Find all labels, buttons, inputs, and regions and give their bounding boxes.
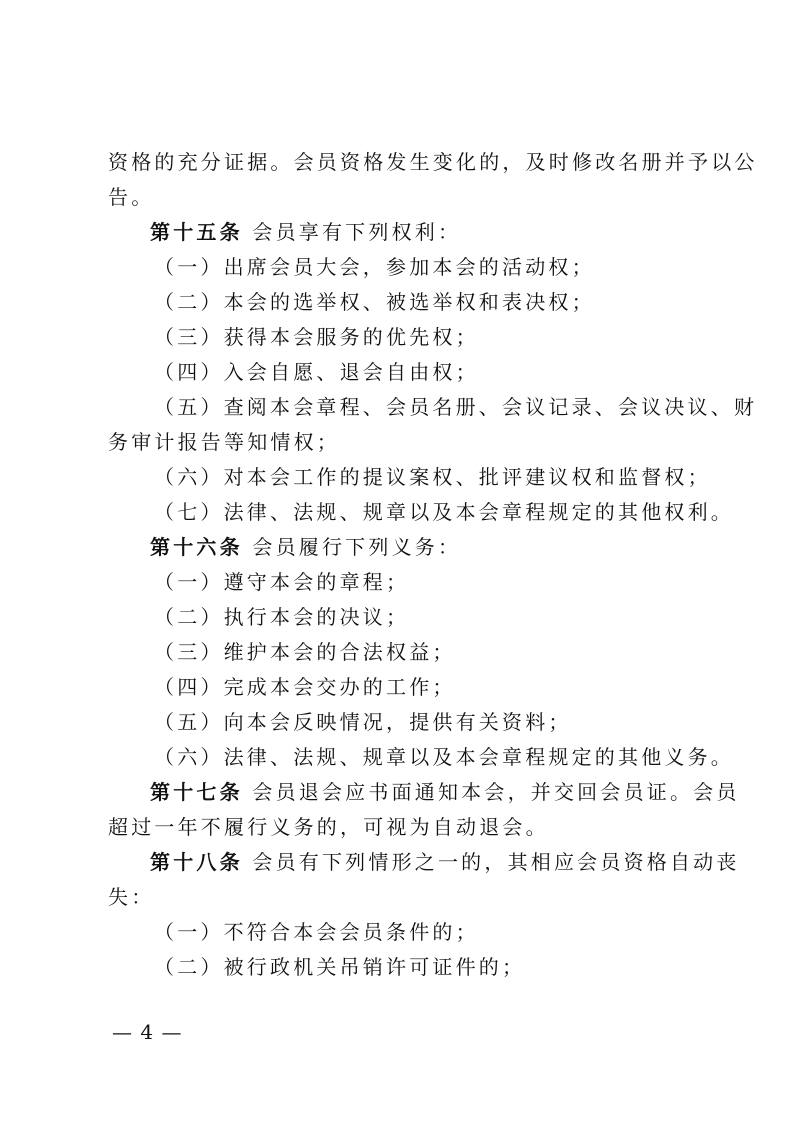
text-line: 告。	[108, 185, 155, 209]
document-body	[108, 145, 758, 985]
list-item: （七）法律、法规、规章以及本会章程规定的其他权利。	[154, 500, 734, 524]
article-heading: 第十七条	[150, 780, 243, 804]
text-line: 资格的充分证据。会员资格发生变化的，及时修改名册并予以公	[108, 150, 758, 174]
text-line: 超过一年不履行义务的，可视为自动退会。	[108, 815, 549, 839]
list-item: （一）遵守本会的章程；	[154, 570, 410, 594]
article-18-line	[108, 845, 740, 880]
article-heading: 第十五条	[150, 220, 243, 244]
list-item: （五）查阅本会章程、会员名册、会议记录、会议决议、财	[154, 395, 758, 419]
list-item: （六）法律、法规、规章以及本会章程规定的其他义务。	[154, 745, 734, 769]
text-line: 务审计报告等知情权；	[108, 430, 340, 454]
article-17-line	[108, 775, 740, 810]
list-item: （三）获得本会服务的优先权；	[154, 325, 479, 349]
list-item: （六）对本会工作的提议案权、批评建议权和监督权；	[154, 465, 711, 489]
page-number: — 4 —	[112, 1020, 183, 1044]
article-16-line	[108, 530, 698, 565]
list-item: （一）出席会员大会，参加本会的活动权；	[154, 255, 595, 279]
list-item: （二）执行本会的决议；	[154, 605, 410, 629]
list-item: （三）维护本会的合法权益；	[154, 640, 456, 664]
article-text: 会员退会应书面通知本会，并交回会员证。会员	[252, 780, 740, 804]
list-item: （二）被行政机关吊销许可证件的；	[154, 955, 526, 979]
list-item: （五）向本会反映情况，提供有关资料；	[154, 710, 572, 734]
list-item: （二）本会的选举权、被选举权和表决权；	[154, 290, 595, 314]
article-text: 会员履行下列义务：	[252, 535, 462, 559]
article-text: 会员有下列情形之一的，其相应会员资格自动丧	[252, 850, 740, 874]
text-line: 失：	[108, 885, 155, 909]
article-text: 会员享有下列权利：	[252, 220, 462, 244]
article-15-line	[108, 215, 698, 250]
list-item: （一）不符合本会会员条件的；	[154, 920, 479, 944]
article-heading: 第十八条	[150, 850, 243, 874]
list-item: （四）入会自愿、退会自由权；	[154, 360, 479, 384]
article-heading: 第十六条	[150, 535, 243, 559]
list-item: （四）完成本会交办的工作；	[154, 675, 456, 699]
